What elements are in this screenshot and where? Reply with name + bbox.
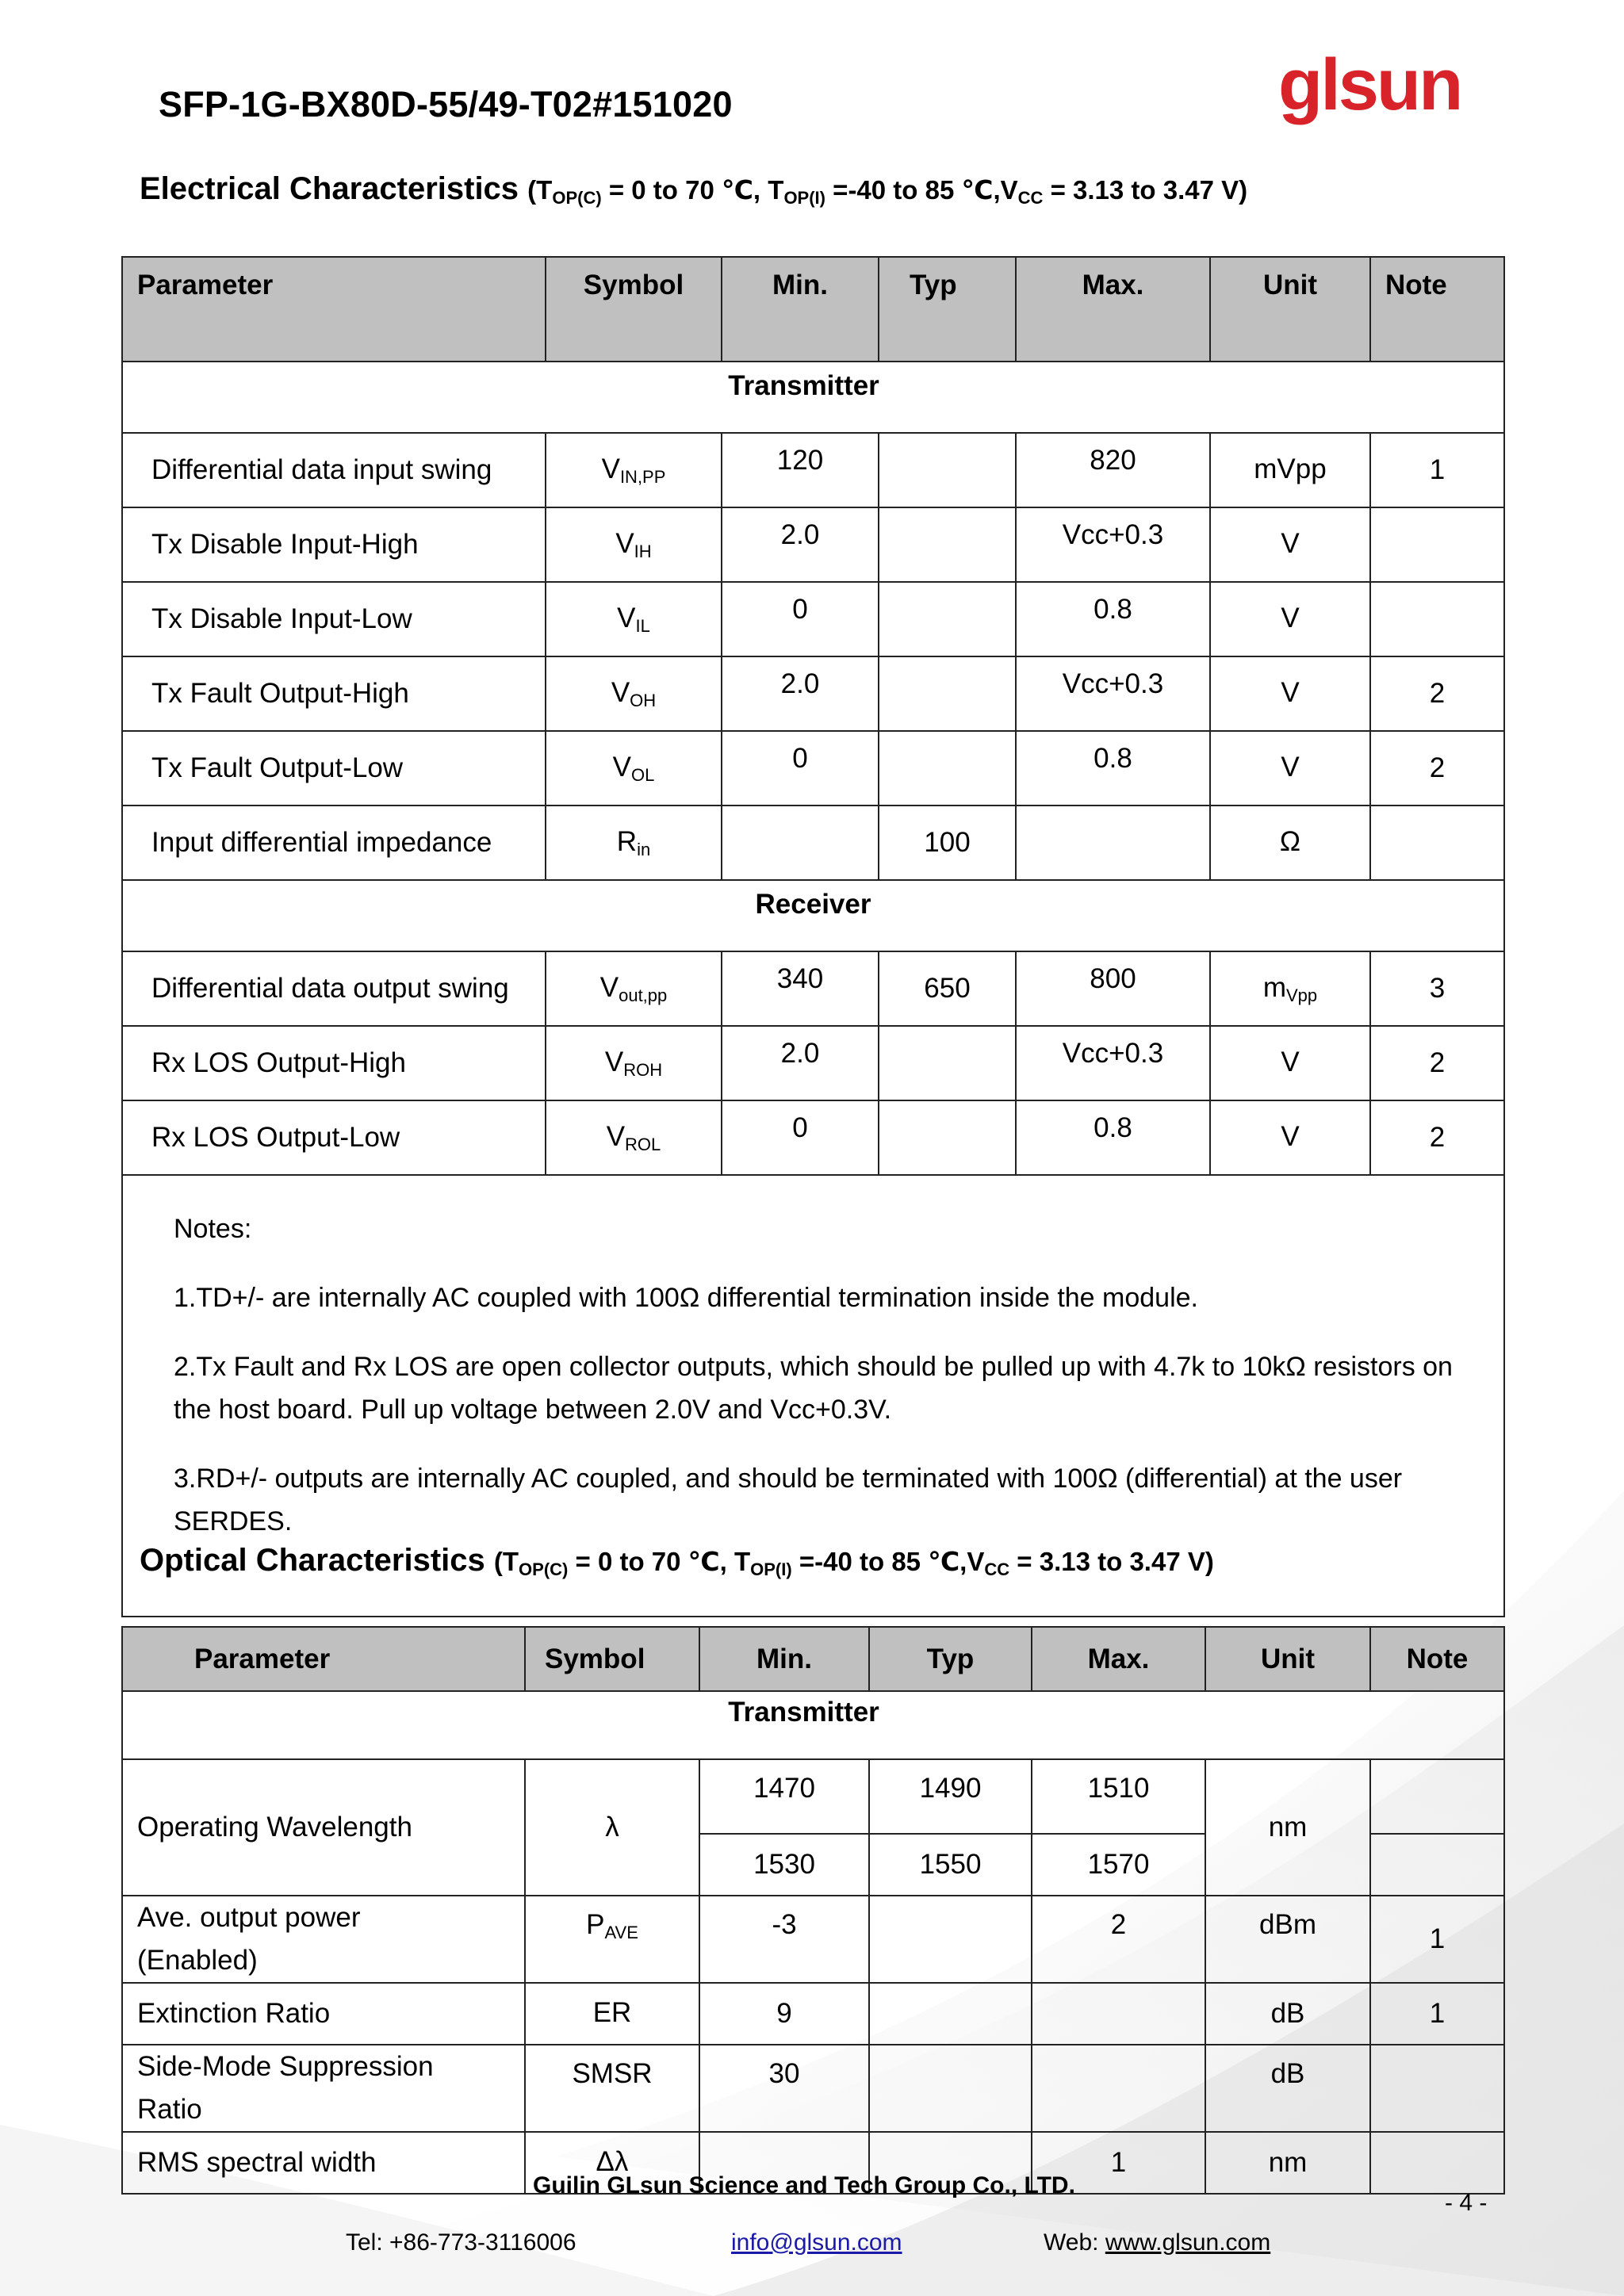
symbol-main: V [601, 453, 620, 484]
unit-subscript: Vpp [1286, 985, 1318, 1005]
unit-main: V [1281, 751, 1300, 783]
table-row [122, 507, 1504, 582]
note-value: 2 [1370, 1100, 1504, 1175]
unit-cell [1210, 1026, 1370, 1100]
min-value: 2.0 [722, 507, 879, 582]
typ-value [869, 2045, 1032, 2132]
typ-value: 650 [879, 951, 1016, 1026]
max-value: 800 [1016, 951, 1210, 1026]
header-note: Note [1370, 257, 1504, 362]
note-2: 2.Tx Fault and Rx LOS are open collector outputs, which should be pulled up with 4.7k to 10kΩ resistors on the host board. Pull up voltage between 2.0V and Vcc+0.3V. [174, 1352, 1453, 1425]
typ-value [879, 1026, 1016, 1100]
min-value: 1530 [699, 1834, 869, 1896]
footer-email-link[interactable]: info@glsun.com [731, 2229, 902, 2256]
svg-text:glsun: glsun [1278, 48, 1461, 125]
symbol-cell [546, 507, 722, 582]
unit-main: V [1281, 676, 1300, 708]
symbol-main: V [612, 751, 631, 783]
header-typ: Typ [869, 1627, 1032, 1691]
header-max: Max. [1016, 257, 1210, 362]
table-row [122, 806, 1504, 880]
max-value: 1 [1032, 2132, 1205, 2194]
param-cell: Ave. output power (Enabled) [122, 1896, 525, 1983]
unit-main: Ω [1279, 825, 1301, 857]
table-row [122, 656, 1504, 731]
conditions: ($T_{OP(C)} = 0$ to 70 ℃, $T_{OP(I)} =-40$ to 85 $℃,V_{CC} = 3.13$ to 3.47 V) [527, 175, 1248, 208]
max-value: Vcc+0.3 [1016, 507, 1210, 582]
header-symbol: Symbol [546, 257, 722, 362]
symbol-main: V [599, 971, 619, 1003]
header-parameter: Parameter [122, 257, 546, 362]
header-note: Note [1370, 1627, 1504, 1691]
symbol-main: SMSR [572, 2058, 653, 2089]
section-row-transmitter [122, 1691, 1504, 1759]
table-row [122, 731, 1504, 806]
header-max: Max. [1032, 1627, 1205, 1691]
typ-value [879, 1100, 1016, 1175]
unit-main: V [1281, 1120, 1300, 1152]
footer-web [1044, 2229, 1270, 2256]
note-value: 2 [1370, 656, 1504, 731]
footer-web-link[interactable]: www.glsun.com [1105, 2229, 1271, 2256]
symbol-main: P [586, 1909, 605, 1940]
section-label: Receiver [122, 880, 1504, 951]
max-value: 2 [1032, 1896, 1205, 1983]
note-value: 1 [1370, 1983, 1504, 2045]
unit-cell [1210, 1100, 1370, 1175]
symbol-subscript: AVE [604, 1923, 638, 1942]
table-row [122, 1983, 1504, 2045]
unit-main: m [1262, 971, 1286, 1003]
note-value: 3 [1370, 951, 1504, 1026]
note-value [1370, 2132, 1504, 2194]
note-value: 2 [1370, 731, 1504, 806]
unit-main: V [1281, 602, 1300, 633]
symbol-main: R [616, 825, 638, 857]
notes-heading: Notes: [174, 1214, 252, 1244]
param-cell: Input differential impedance [122, 806, 546, 880]
typ-value: 1490 [869, 1759, 1032, 1834]
param-cell: Tx Fault Output-Low [122, 731, 546, 806]
symbol-cell [546, 582, 722, 656]
symbol-cell [546, 1026, 722, 1100]
typ-value [879, 731, 1016, 806]
param-cell: Tx Disable Input-High [122, 507, 546, 582]
symbol-cell [525, 1983, 699, 2045]
optical-characteristics-table [121, 1626, 1505, 2195]
max-value: 1510 [1032, 1759, 1205, 1834]
header-symbol: Symbol [525, 1627, 699, 1691]
max-value: 0.8 [1016, 731, 1210, 806]
symbol-subscript: ROH [623, 1059, 663, 1080]
table-row [122, 951, 1504, 1026]
unit-cell: dB [1205, 1983, 1370, 2045]
symbol-cell [525, 1896, 699, 1983]
max-value: 0.8 [1016, 1100, 1210, 1175]
min-value: 120 [722, 433, 879, 507]
unit-cell: dB [1205, 2045, 1370, 2132]
unit-cell: nm [1205, 2132, 1370, 2194]
table-row [122, 1100, 1504, 1175]
symbol-main: V [611, 676, 630, 708]
typ-value [879, 582, 1016, 656]
unit-main: V [1281, 1046, 1300, 1077]
section-row-receiver [122, 880, 1504, 951]
unit-cell [1210, 656, 1370, 731]
unit-cell [1210, 433, 1370, 507]
footer-tel: Tel: +86-773-3116006 [346, 2229, 576, 2256]
section-label: Transmitter [122, 362, 1504, 433]
symbol-main: Δλ [596, 2145, 629, 2177]
symbol-main: V [604, 1046, 624, 1077]
header-min: Min. [722, 257, 879, 362]
symbol-cell [546, 731, 722, 806]
note-value [1370, 1759, 1504, 1834]
min-value: 2.0 [722, 1026, 879, 1100]
unit-cell [1210, 951, 1370, 1026]
min-value [722, 806, 879, 880]
param-operating-wavelength: Operating Wavelength [122, 1759, 525, 1896]
note-value: 1 [1370, 1896, 1504, 1983]
symbol-cell [546, 951, 722, 1026]
symbol-main: V [617, 602, 636, 633]
typ-value [869, 1983, 1032, 2045]
header-unit: Unit [1210, 257, 1370, 362]
note-1: 1.TD+/- are internally AC coupled with 100Ω differential termination inside the module. [174, 1283, 1198, 1313]
symbol-cell [546, 1100, 722, 1175]
max-value [1032, 1983, 1205, 2045]
param-cell: Side-Mode Suppression Ratio [122, 2045, 525, 2132]
footer-web-label: Web: [1044, 2229, 1105, 2256]
table-row [122, 582, 1504, 656]
min-value: 2.0 [722, 656, 879, 731]
unit-cell [1210, 582, 1370, 656]
symbol-subscript: in [637, 839, 651, 859]
note-value [1370, 507, 1504, 582]
symbol-subscript: ROL [625, 1134, 661, 1154]
note-value [1370, 582, 1504, 656]
header-parameter: Parameter [122, 1627, 525, 1691]
table-row [122, 1026, 1504, 1100]
electrical-characteristics-table [121, 256, 1505, 1617]
min-value: 0 [722, 731, 879, 806]
symbol-cell [546, 656, 722, 731]
typ-value [869, 1896, 1032, 1983]
param-cell: Extinction Ratio [122, 1983, 525, 2045]
symbol-subscript: IH [634, 541, 652, 561]
electrical-characteristics-title: Electrical Characteristics ($T_{OP(C)} = 0$ to 70 ℃, $T_{OP(I)} =-40$ to 85 $℃,V_{CC} = 3.13$ to 3.47 V) [140, 171, 1248, 208]
symbol-cell [546, 806, 722, 880]
max-value: Vcc+0.3 [1016, 656, 1210, 731]
note-value [1370, 2045, 1504, 2132]
min-value: -3 [699, 1896, 869, 1983]
unit-cell [1210, 731, 1370, 806]
symbol-main: ER [592, 1996, 632, 2028]
table-header-row [122, 1627, 1504, 1691]
param-cell: Differential data input swing [122, 433, 546, 507]
symbol-cell [546, 433, 722, 507]
param-cell: Rx LOS Output-Low [122, 1100, 546, 1175]
symbol-subscript: IN,PP [619, 466, 666, 487]
symbol-subscript: out,pp [619, 985, 668, 1005]
max-value: Vcc+0.3 [1016, 1026, 1210, 1100]
param-cell: Tx Disable Input-Low [122, 582, 546, 656]
section-label: Transmitter [122, 1691, 1504, 1759]
min-value: 1470 [699, 1759, 869, 1834]
glsun-logo [1275, 48, 1484, 130]
table-header-row [122, 257, 1504, 362]
symbol-subscript: OL [631, 764, 655, 785]
max-value: 1570 [1032, 1834, 1205, 1896]
page-number: - 4 - [1445, 2190, 1488, 2216]
min-value: 0 [722, 1100, 879, 1175]
unit-cell [1210, 507, 1370, 582]
document-title: SFP-1G-BX80D-55/49-T02#151020 [159, 84, 733, 124]
header-min: Min. [699, 1627, 869, 1691]
note-value: 2 [1370, 1026, 1504, 1100]
symbol-main: V [606, 1120, 626, 1152]
min-value: 30 [699, 2045, 869, 2132]
table-row [122, 2045, 1504, 2132]
unit-main: V [1281, 527, 1300, 559]
max-value: 820 [1016, 433, 1210, 507]
symbol-subscript: IL [635, 615, 650, 636]
unit-cell: dBm [1205, 1896, 1370, 1983]
typ-value: 1550 [869, 1834, 1032, 1896]
table-row [122, 433, 1504, 507]
param-cell: Tx Fault Output-High [122, 656, 546, 731]
unit-cell [1210, 806, 1370, 880]
table-row [122, 1896, 1504, 1983]
header-typ: Typ [879, 257, 1016, 362]
unit-nm: nm [1205, 1759, 1370, 1896]
min-value: 9 [699, 1983, 869, 2045]
unit-main: mVpp [1254, 453, 1327, 484]
symbol-cell [525, 2045, 699, 2132]
max-value [1016, 806, 1210, 880]
optical-characteristics-title: Optical Characteristics ($T_{OP(C)} = 0$ to 70 ℃, $T_{OP(I)} =-40$ to 85 $℃,V_{CC} = 3.13$ to 3.47 V) [140, 1543, 1214, 1579]
note-value [1370, 806, 1504, 880]
max-value: 0.8 [1016, 582, 1210, 656]
table-row-wavelength-1 [122, 1759, 1504, 1834]
section-row-transmitter [122, 362, 1504, 433]
typ-value [879, 433, 1016, 507]
note-value: 1 [1370, 433, 1504, 507]
footer-company-name: Guilin GLsun Science and Tech Group Co., LTD. [533, 2172, 1075, 2198]
header-unit: Unit [1205, 1627, 1370, 1691]
typ-value [879, 507, 1016, 582]
symbol-lambda: λ [525, 1759, 699, 1896]
typ-value [879, 656, 1016, 731]
symbol-subscript: OH [630, 690, 657, 710]
param-cell: Rx LOS Output-High [122, 1026, 546, 1100]
typ-value: 100 [879, 806, 1016, 880]
symbol-main: V [615, 527, 634, 559]
min-value: 0 [722, 582, 879, 656]
param-cell: RMS spectral width [122, 2132, 525, 2194]
note-3: 3.RD+/- outputs are internally AC coupled, and should be terminated with 100Ω (differential) at the user SERDES. [174, 1464, 1403, 1536]
max-value [1032, 2045, 1205, 2132]
min-value: 340 [722, 951, 879, 1026]
note-value [1370, 1834, 1504, 1896]
param-cell: Differential data output swing [122, 951, 546, 1026]
conditions: ($T_{OP(C)} = 0$ to 70 ℃, $T_{OP(I)} =-40$ to 85 $℃,V_{CC} = 3.13$ to 3.47 V) [493, 1547, 1214, 1579]
